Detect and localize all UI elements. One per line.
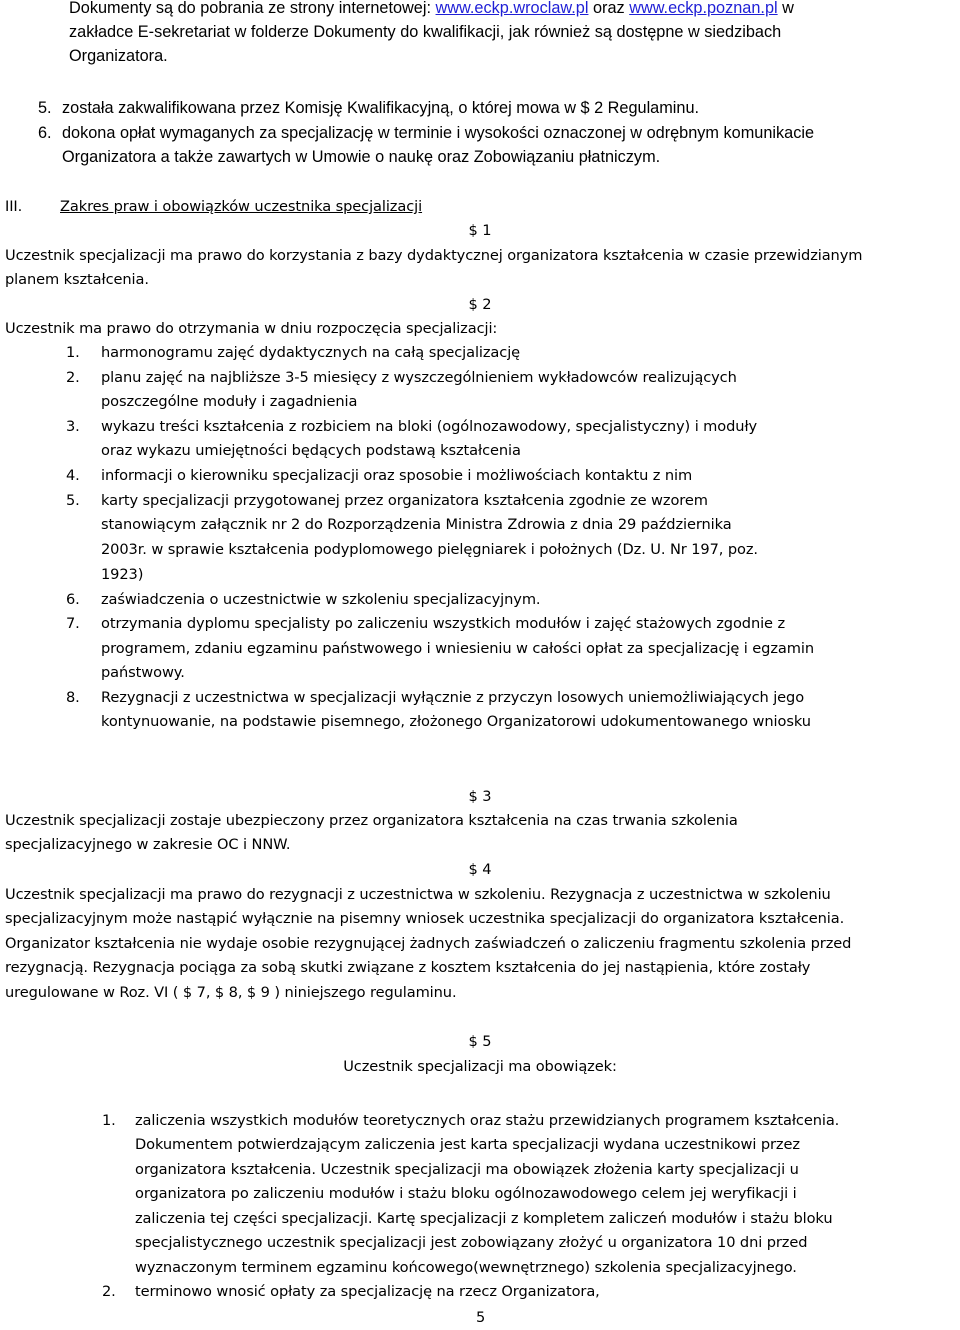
p2-item-2-line-2: poszczególne moduły i zagadnienia <box>101 393 358 410</box>
paragraph-4-line-4: rezygnacją. Rezygnacja pociąga za sobą skutki związane z kosztem kształcenia do jej nastąpienia, które zostały <box>5 959 811 976</box>
p2-item-7-line-3: państwowy. <box>101 664 185 681</box>
p2-item-5-number: 5. <box>66 492 80 509</box>
top-line-3: Organizatora. <box>69 47 168 65</box>
p5-item-1-line-4: organizatora po zaliczeniu modułów i stażu bloku ogólnozawodowego celem jej weryfikacji i <box>135 1185 797 1202</box>
p2-item-2-line-1: planu zajęć na najbliższe 3-5 miesięcy z wyszczególnieniem wykładowców realizujących <box>101 369 737 386</box>
p2-item-3-line-1: wykazu treści kształcenia z rozbiciem na bloki (ogólnozawodowy, specjalistyczny) i moduły <box>101 418 758 435</box>
p5-item-2-number: 2. <box>102 1283 116 1300</box>
paragraph-3-heading: $ 3 <box>468 788 492 805</box>
p2-item-6-number: 6. <box>66 591 80 608</box>
p2-item-5-line-1: karty specjalizacji przygotowanej przez organizatora kształcenia zgodnie ze wzorem <box>101 492 708 509</box>
req-6-text-1: dokona opłat wymaganych za specjalizację w terminie i wysokości oznaczonej w odrębnym komunikacie <box>62 124 815 142</box>
p5-item-1-line-2: Dokumentem potwierdzającym zaliczenia jest karta specjalizacji wydana uczestnikowi przez <box>135 1136 800 1153</box>
p5-item-1-line-3: organizatora kształcenia. Uczestnik specjalizacji ma obowiązek złożenia karty specjalizacji u <box>135 1161 799 1178</box>
req-6-number: 6. <box>38 124 52 142</box>
p5-item-1-number: 1. <box>102 1112 116 1129</box>
p5-item-2-line-1: terminowo wnosić opłaty za specjalizację na rzecz Organizatora, <box>135 1283 600 1300</box>
paragraph-4-line-3: Organizator kształcenia nie wydaje osobie rezygnującej żadnych zaświadczeń o zaliczeniu fragmentu szkolenia przed <box>5 935 852 952</box>
paragraph-1-line-1: Uczestnik specjalizacji ma prawo do korzystania z bazy dydaktycznej organizatora kształcenia w czasie przewidzianym <box>5 247 863 264</box>
p2-item-5-line-2: stanowiącym załącznik nr 2 do Rozporządzenia Ministra Zdrowia z dnia 29 października <box>101 516 732 533</box>
p2-item-4-line-1: informacji o kierowniku specjalizacji oraz sposobie i możliwościach kontaktu z nim <box>101 467 693 484</box>
top-text: Dokumenty są do pobrania ze strony internetowej: <box>69 0 436 17</box>
p2-item-4-number: 4. <box>66 467 80 484</box>
top-line-2: zakładce E-sekretariat w folderze Dokumenty do kwalifikacji, jak również są dostępne w siedzibach <box>69 23 782 41</box>
p2-item-8-line-2: kontynuowanie, na podstawie pisemnego, złożonego Organizatorowi udokumentowanego wniosku <box>101 713 811 730</box>
paragraph-2-heading: $ 2 <box>468 296 492 313</box>
paragraph-5-intro: Uczestnik specjalizacji ma obowiązek: <box>343 1058 617 1075</box>
section-title: Zakres praw i obowiązków uczestnika specjalizacji <box>60 198 423 215</box>
p2-item-7-line-1: otrzymania dyplomu specjalisty po zaliczeniu wszystkich modułów i zajęć stażowych zgodnie z <box>101 615 786 632</box>
req-5-text: została zakwalifikowana przez Komisję Kwalifikacyjną, o której mowa w $ 2 Regulaminu. <box>62 99 700 117</box>
page-number: 5 <box>476 1309 486 1326</box>
paragraph-4-line-2: specjalizacyjnym może nastąpić wyłącznie na pisemny wniosek uczestnika specjalizacji do organizatora kształcenia. <box>5 910 845 927</box>
p2-item-8-line-1: Rezygnacji z uczestnictwa w specjalizacji wyłącznie z przyczyn losowych uniemożliwiających jego <box>101 689 805 706</box>
p2-item-7-number: 7. <box>66 615 80 632</box>
paragraph-1-line-2: planem kształcenia. <box>5 271 149 288</box>
p2-item-7-line-2: programem, zdaniu egzaminu państwowego i wniesieniu w całości opłat za specjalizację i egzamin <box>101 640 814 657</box>
paragraph-2-intro: Uczestnik ma prawo do otrzymania w dniu rozpoczęcia specjalizacji: <box>5 320 498 337</box>
top-text: w <box>777 0 794 17</box>
paragraph-4-line-1: Uczestnik specjalizacji ma prawo do rezygnacji z uczestnictwa w szkoleniu. Rezygnacja z uczestnictwa w szkoleniu <box>5 886 831 903</box>
p2-item-3-line-2: oraz wykazu umiejętności będących podstawą kształcenia <box>101 442 521 459</box>
p2-item-6-line-1: zaświadczenia o uczestnictwie w szkoleniu specjalizacyjnym. <box>101 591 541 608</box>
p5-item-1-line-6: specjalistycznego uczestnik specjalizacji jest zobowiązany złożyć u organizatora 10 dni przed <box>135 1234 808 1251</box>
p2-item-2-number: 2. <box>66 369 80 386</box>
paragraph-3-line-1: Uczestnik specjalizacji zostaje ubezpieczony przez organizatora kształcenia na czas trwania szkolenia <box>5 812 738 829</box>
link-eckp-wroclaw[interactable]: www.eckp.wroclaw.pl <box>435 0 589 17</box>
paragraph-5-heading: $ 5 <box>468 1033 492 1050</box>
paragraph-4-line-5: uregulowane w Roz. VI ( $ 7, $ 8, $ 9 ) niniejszego regulaminu. <box>5 984 457 1001</box>
paragraph-3-line-2: specjalizacyjnego w zakresie OC i NNW. <box>5 836 291 853</box>
top-line-1 <box>69 0 794 20</box>
link-eckp-poznan[interactable]: www.eckp.poznan.pl <box>629 0 778 17</box>
p2-item-1-number: 1. <box>66 344 80 361</box>
p2-item-5-line-4: 1923) <box>101 566 144 583</box>
p2-item-1-line-1: harmonogramu zajęć dydaktycznych na całą specjalizację <box>101 344 521 361</box>
req-5-number: 5. <box>38 99 52 117</box>
section-number: III. <box>5 198 23 215</box>
p2-item-5-line-3: 2003r. w sprawie kształcenia podyplomowego pielęgniarek i położnych (Dz. U. Nr 197, poz. <box>101 541 758 558</box>
p5-item-1-line-5: zaliczenia tej części specjalizacji. Kartę specjalizacji z kompletem zaliczeń modułów i stażu bloku <box>135 1210 833 1227</box>
paragraph-4-heading: $ 4 <box>468 861 492 878</box>
req-6-text-2: Organizatora a także zawartych w Umowie o naukę oraz Zobowiązaniu płatniczym. <box>62 148 661 166</box>
p2-item-8-number: 8. <box>66 689 80 706</box>
p5-item-1-line-1: zaliczenia wszystkich modułów teoretycznych oraz stażu przewidzianych programem kształcenia. <box>135 1112 840 1129</box>
p2-item-3-number: 3. <box>66 418 80 435</box>
top-text: oraz <box>588 0 630 17</box>
paragraph-1-heading: $ 1 <box>468 222 492 239</box>
p5-item-1-line-7: wyznaczonym terminem egzaminu końcowego(wewnętrznego) szkolenia specjalizacyjnego. <box>135 1259 797 1276</box>
